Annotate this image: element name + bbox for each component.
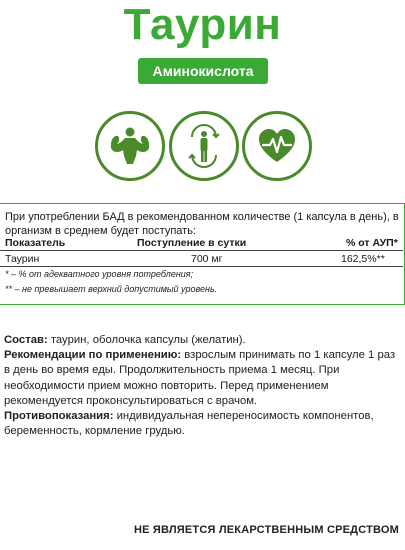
usage-text: взрослым принимать по 1 капсуле 1 раз в день во время еды. Продолжительность приема 1 месяц. При необходимости прием можно повторить. Перед применением рекомендуется проконсультироваться с врачом. — [4, 349, 396, 407]
intake-intro: При употреблении БАД в рекомендованном количестве (1 капсула в день), в организм в среднем будет поступать: — [5, 211, 399, 237]
muscle-icon — [95, 111, 165, 181]
intake-table-header — [0, 236, 403, 251]
row-daily-intake: 700 мг — [191, 253, 223, 265]
table-row — [0, 252, 403, 267]
footnote-1: * – % от адекватного уровня потребления; — [5, 269, 194, 279]
contraindications-text: индивидуальная непереносимость компонентов, беременность, кормление грудью. — [4, 410, 374, 438]
contraindications-label: Противопоказания: — [4, 410, 114, 423]
footnote-2: ** – не превышает верхний допустимый уровень. — [5, 284, 218, 294]
header-indicator: Показатель — [5, 237, 66, 249]
benefit-icons — [0, 111, 405, 183]
row-percent: 162,5%** — [341, 253, 385, 265]
product-info — [4, 333, 402, 439]
composition-label: Состав: — [4, 334, 48, 346]
row-indicator: Таурин — [5, 253, 40, 265]
disclaimer: НЕ ЯВЛЯЕТСЯ ЛЕКАРСТВЕННЫМ СРЕДСТВОМ — [133, 524, 399, 536]
product-title: Таурин — [123, 0, 282, 49]
composition-text: таурин, оболочка капсулы (желатин). — [47, 334, 246, 346]
person-icon — [169, 111, 239, 181]
category-badge: Аминокислота — [138, 58, 268, 84]
header-percent: % от АУП* — [346, 237, 398, 249]
heart-pulse-icon — [242, 111, 312, 181]
usage-label: Рекомендации по применению: — [4, 349, 182, 362]
header-daily-intake: Поступление в сутки — [137, 237, 247, 249]
